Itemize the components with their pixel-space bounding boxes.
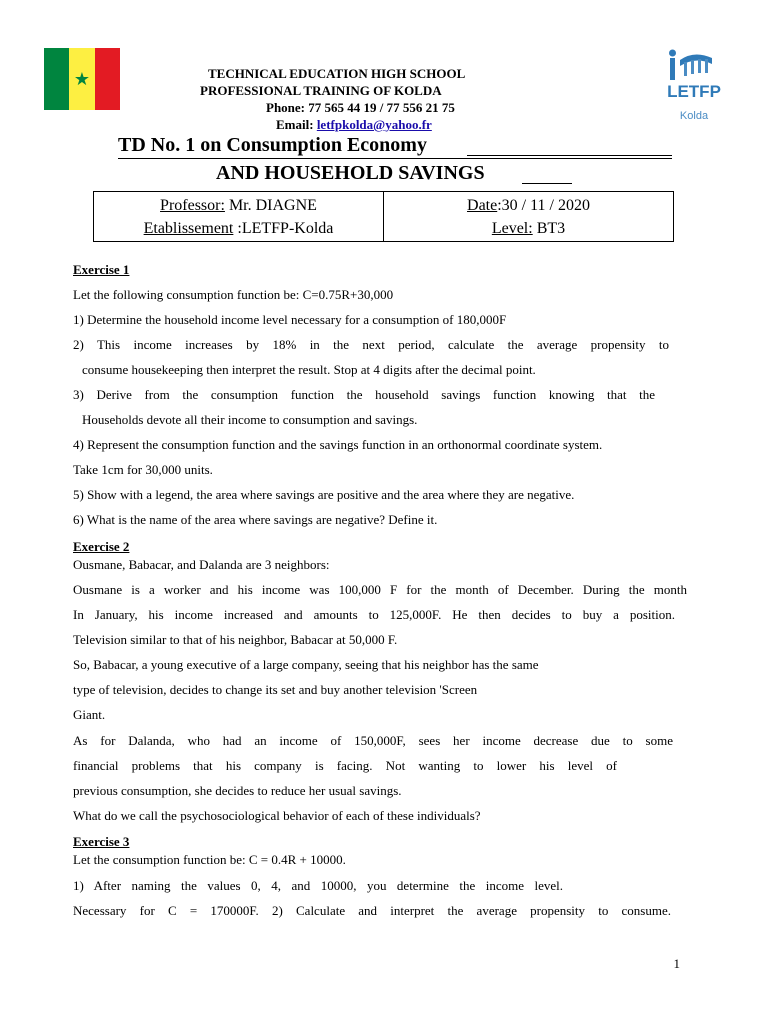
establishment-label: Etablissement xyxy=(143,219,234,237)
email-label: Email: xyxy=(276,117,317,132)
date-label: Date xyxy=(467,196,498,214)
exercise-3-line: Necessary for C = 170000F. 2) Calculate and interpret the average propensity to consume. xyxy=(73,903,671,918)
date-value: :30 / 11 / 2020 xyxy=(497,196,590,214)
level-label: Level: xyxy=(491,219,533,237)
flag-band-red xyxy=(95,48,120,110)
exercise-2-line: Ousmane, Babacar, and Dalanda are 3 neighbors: xyxy=(73,557,330,572)
exercise-2-line: Giant. xyxy=(73,707,106,722)
exercise-2-line: financial problems that his company is facing. Not wanting to lower his level of xyxy=(73,758,617,773)
establishment-value: :LETFP-Kolda xyxy=(233,219,334,237)
exercise-1-heading: Exercise 1 xyxy=(73,262,130,277)
title-line-2: AND HOUSEHOLD SAVINGS xyxy=(216,162,485,184)
professor-label: Professor: xyxy=(160,196,225,214)
page-number: 1 xyxy=(673,956,680,971)
exercise-1-line: Households devote all their income to consumption and savings. xyxy=(82,412,418,427)
exercise-2-line: So, Babacar, a young executive of a large company, seeing that his neighbor has the same xyxy=(73,657,539,672)
info-table xyxy=(93,191,674,242)
exercise-2-line: As for Dalanda, who had an income of 150,000F, sees her income decrease due to some xyxy=(73,733,673,748)
exercise-1-line: 2) This income increases by 18% in the next period, calculate the average propensity to xyxy=(73,337,669,352)
logo-name: LETFP xyxy=(667,82,721,101)
title-underline-1 xyxy=(467,155,672,156)
exercise-3-heading: Exercise 3 xyxy=(73,834,130,849)
exercise-2-heading: Exercise 2 xyxy=(73,539,130,554)
phone-line: Phone: 77 565 44 19 / 77 556 21 75 xyxy=(266,100,455,115)
training-name: PROFESSIONAL TRAINING OF KOLDA xyxy=(200,83,442,98)
senegal-flag xyxy=(44,48,120,110)
logo-city: Kolda xyxy=(679,110,709,122)
exercise-1-line: 6) What is the name of the area where savings are negative? Define it. xyxy=(73,512,438,527)
exercise-1-line: consume housekeeping then interpret the result. Stop at 4 digits after the decimal point. xyxy=(82,362,536,377)
info-right-column xyxy=(384,192,673,241)
email-line xyxy=(276,117,432,133)
title-underline-2 xyxy=(522,183,572,184)
level-cell xyxy=(492,217,565,240)
exercise-1-line: 3) Derive from the consumption function the household savings function knowing that the xyxy=(73,387,655,402)
school-name: TECHNICAL EDUCATION HIGH SCHOOL xyxy=(208,66,466,81)
exercise-2-line: In January, his income increased and amounts to 125,000F. He then decides to buy a position. xyxy=(73,607,675,622)
professor-cell xyxy=(160,194,317,217)
info-left-column xyxy=(94,192,384,241)
exercise-1-line: Take 1cm for 30,000 units. xyxy=(73,462,213,477)
establishment-cell xyxy=(144,217,334,240)
letfp-logo-icon xyxy=(668,48,720,84)
exercise-3-line: Let the consumption function be: C = 0.4R + 10000. xyxy=(73,852,346,867)
email-link[interactable]: letfpkolda@yahoo.fr xyxy=(316,117,432,132)
level-value: BT3 xyxy=(532,219,566,237)
professor-value: Mr. DIAGNE xyxy=(224,196,317,214)
exercise-1-line: 4) Represent the consumption function and the savings function in an orthonormal coordinate system. xyxy=(73,437,603,452)
exercise-2-line: What do we call the psychosociological behavior of each of these individuals? xyxy=(73,808,481,823)
exercise-1-line: 1) Determine the household income level necessary for a consumption of 180,000F xyxy=(73,312,507,327)
exercise-2-line: Ousmane is a worker and his income was 100,000 F for the month of December. During the month xyxy=(73,582,687,597)
flag-band-green xyxy=(44,48,69,110)
exercise-2-line: type of television, decides to change its set and buy another television 'Screen xyxy=(73,682,478,697)
exercise-1-line: 5) Show with a legend, the area where savings are positive and the area where they are negative. xyxy=(73,487,575,502)
title-rule-1 xyxy=(118,158,672,159)
exercise-3-line: 1) After naming the values 0, 4, and 10000, you determine the income level. xyxy=(73,878,563,893)
title-line-1: TD No. 1 on Consumption Economy xyxy=(118,134,427,156)
exercise-1-line: Let the following consumption function be: C=0.75R+30,000 xyxy=(73,287,394,302)
date-cell xyxy=(467,194,590,217)
exercise-2-line: previous consumption, she decides to reduce her usual savings. xyxy=(73,783,402,798)
exercise-2-line: Television similar to that of his neighbor, Babacar at 50,000 F. xyxy=(73,632,398,647)
star-icon: ★ xyxy=(73,69,91,89)
